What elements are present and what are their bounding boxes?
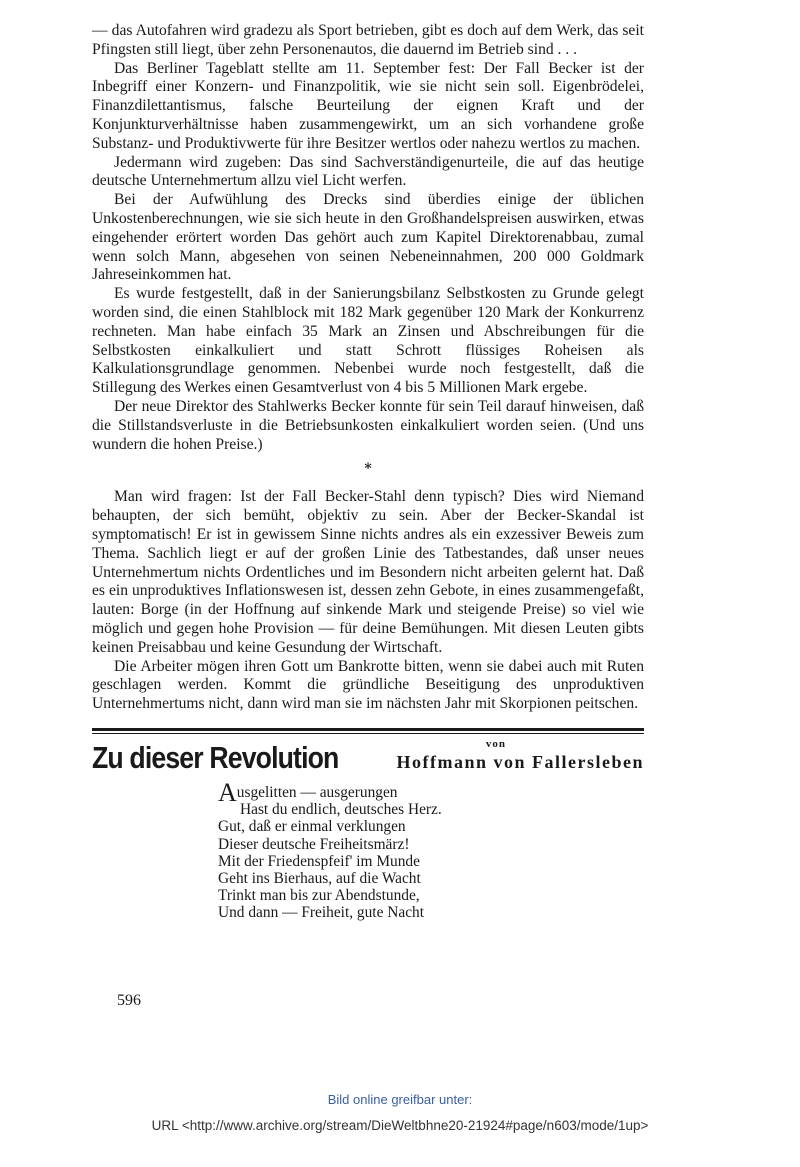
poem-author: Hoffmann von Fallersleben xyxy=(396,751,644,772)
poem-title: Zu dieser Revolution xyxy=(92,739,339,775)
poem-line-7: Trinkt man bis zur Abendstunde, xyxy=(218,887,420,905)
poem-line-1 xyxy=(218,777,644,807)
poem-line-3: Gut, daß er einmal verklungen xyxy=(218,818,406,836)
footer-url[interactable]: URL <http://www.archive.org/stream/DieWeltbhne20-21924#page/n603/mode/1up> xyxy=(151,1118,649,1133)
poem-line-5: Mit der Friedenspfeif' im Munde xyxy=(218,852,420,870)
article-page xyxy=(92,22,644,922)
footer-link-text[interactable]: Bild online greifbar unter: xyxy=(327,1092,473,1107)
paragraph-5: Es wurde festgestellt, daß in der Sanierungsbilanz Selbstkosten zu Grunde gelegt worden sind, die einen Stahlblock mit 182 Mark gegenüber 120 Mark der Konkurrenz rechneten. Man habe einfach 35 Mark an Zinsen und Abschreibungen für die Selbstkosten einkalkuliert und statt Schrott flüssiges Roheisen als Kalkulationsgrundlage genommen. Nebenbei wurde noch festgestellt, daß die Stillegung des Werkes einen Gesamtverlust von 4 bis 5 Millionen Mark ergebe. xyxy=(92,285,644,397)
poem-line-6: Geht ins Bierhaus, auf die Wacht xyxy=(218,869,421,887)
poem-dropcap: A xyxy=(218,777,237,807)
paragraph-2: Das Berliner Tageblatt stellte am 11. September fest: Der Fall Becker ist der Inbegriff einer Konzern- und Finanzpolitik, wie sie nicht sein soll. Eigenbrödelei, Finanzdilettantismus, falsche Beurteilung der eignen Kraft und der Konjunkturverhältnisse haben zusammengewirkt, um an sich vorhandene große Substanz- und Produktivwerte für ihre Besitzer wertlos oder nahezu wertlos zu machen. xyxy=(92,59,644,152)
poem-line-1-text: usgelitten — ausgerungen xyxy=(236,783,398,801)
paragraph-8: Die Arbeiter mögen ihren Gott um Bankrotte bitten, wenn sie dabei auch mit Ruten geschlagen werden. Kommt die gründliche Beseitigung des unproduktiven Unternehmertums nicht, dann wird man sie im nächsten Jahr mit Skorpionen peitschen. xyxy=(92,657,644,713)
poem-heading xyxy=(92,738,644,784)
poem-line-2: Hast du endlich, deutsches Herz. xyxy=(240,801,442,819)
poem-line-8: Und dann — Freiheit, gute Nacht xyxy=(218,904,425,922)
section-separator: * xyxy=(364,461,372,478)
poem-line-4: Dieser deutsche Freiheitsmärz! xyxy=(218,835,410,853)
section-rule xyxy=(92,728,644,734)
paragraph-4: Bei der Aufwühlung des Drecks sind überdies einige der üblichen Unkostenberechnungen, wie sie sich heute in den Großhandelspreisen auswirken, etwas eingehender erörtert worden Das gehört auch zum Kapitel Direktorenabbau, zumal wenn solch Mann, abgesehen von seinen Nebeneinnahmen, 200 000 Goldmark Jahreseinkommen hat. xyxy=(92,191,644,284)
poem-von: von xyxy=(485,737,506,750)
page-number: 596 xyxy=(117,992,141,1009)
paragraph-1: — das Autofahren wird gradezu als Sport betrieben, gibt es doch auf dem Werk, das seit Pfingsten still liegt, über zehn Personenautos, die dauernd im Betrieb sind . . . xyxy=(92,22,644,58)
paragraph-6: Der neue Direktor des Stahlwerks Becker konnte für sein Teil darauf hinweisen, daß die Stillstandsverluste in die Betriebsunkosten einkalkuliert worden seien. (Und uns wundern die hohen Preise.) xyxy=(92,397,644,453)
paragraph-7: Man wird fragen: Ist der Fall Becker-Stahl denn typisch? Dies wird Niemand behaupten, der sich bemüht, objektiv zu sein. Aber der Becker-Skandal ist symptomatisch! Er ist in gewissem Sinne nichts andres als ein exzessiver Beweis zum Thema. Sachlich liegt er auf der großen Linie des Tatbestandes, daß unser neues Unternehmertum nichts Ordentliches und im Besondern nicht arbeiten gelernt hat. Daß es ein unproduktives Inflationswesen ist, dessen zehn Gebote, in eines zusammengefaßt, lauten: Borge (in der Hoffnung auf sinkende Mark und steigende Preise) so viel wie möglich und gegen hohe Provision — für deine Bemühungen. Mit diesen Leuten gibts keinen Preisabbau und keine Gesundung der Wirtschaft. xyxy=(92,488,644,656)
poem-body xyxy=(218,777,644,922)
paragraph-3: Jedermann wird zugeben: Das sind Sachverständigenurteile, die auf das heutige deutsche Unternehmertum allzu viel Licht werfen. xyxy=(92,153,644,190)
